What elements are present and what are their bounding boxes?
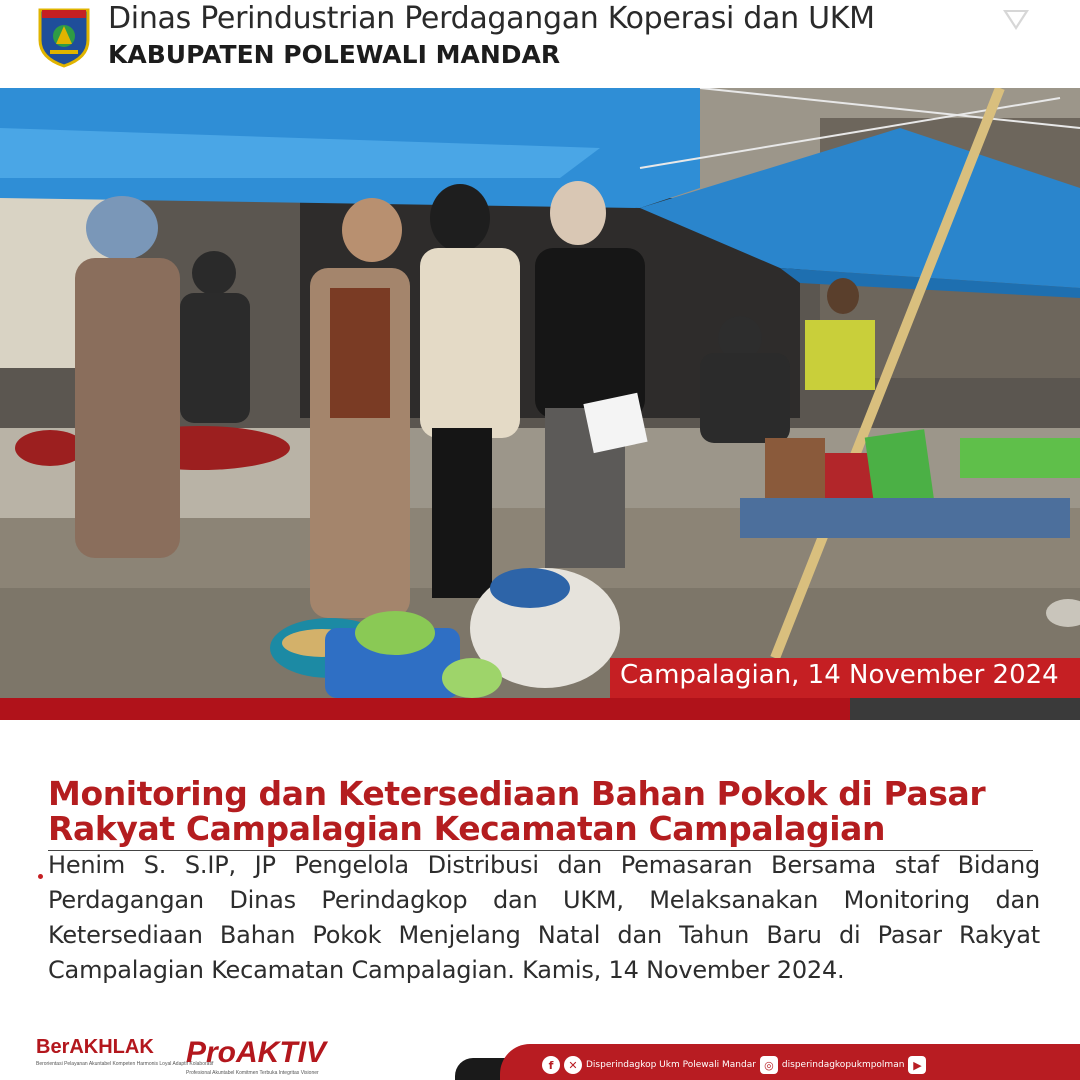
berakhlak-text: BerAKHLAK [36,1036,154,1058]
article-body: Henim S. S.IP, JP Pengelola Distribusi dan Pemasaran Bersama staf Bidang Perdagangan Dinas Perindagkop dan UKM, Melaksanakan Monitoring dan Ketersediaan Bahan Pokok Menjelang Natal dan Tahun Baru di Pasar Rakyat Campalagian Kecamatan Campalagian. Kamis, 14 November 2024. [48,851,1040,984]
market-photo [0,88,1080,698]
photo-caption: Campalagian, 14 November 2024 [620,660,1059,690]
social-name[interactable]: Disperindagkop Ukm Polewali Mandar [586,1060,756,1070]
x-icon[interactable]: ✕ [564,1056,582,1074]
org-subtitle: KABUPATEN POLEWALI MANDAR [108,40,561,69]
bullet-dot [38,874,43,879]
social-handle[interactable]: disperindagkopukmpolman [781,1060,905,1070]
facebook-icon[interactable]: f [542,1056,560,1074]
instagram-icon[interactable]: ◎ [760,1056,778,1074]
org-title: Dinas Perindustrian Perdagangan Koperasi dan UKM [108,1,875,36]
youtube-icon[interactable]: ▶ [908,1056,926,1074]
header [0,0,1080,88]
headline [48,776,1038,846]
headline-line-2: Rakyat Campalagian Kecamatan Campalagian [48,809,886,848]
proaktiv-logo [186,1036,326,1076]
accent-bar-dark [850,698,1080,720]
berakhlak-tagline: Berorientasi Pelayanan Akuntabel Kompeten Harmonis Loyal Adaptif Kolaboratif [36,1061,214,1067]
accent-bar-red [0,698,850,720]
triangle-inner [1007,12,1025,26]
proaktiv-text: ProAKTIV [186,1036,327,1069]
social-links [542,1054,926,1076]
crest-icon [36,4,92,68]
headline-line-1: Monitoring dan Ketersediaan Bahan Pokok di Pasar [48,774,986,813]
proaktiv-tagline: Profesional Akuntabel Komitmen Terbuka Integritas Visioner [186,1070,319,1076]
